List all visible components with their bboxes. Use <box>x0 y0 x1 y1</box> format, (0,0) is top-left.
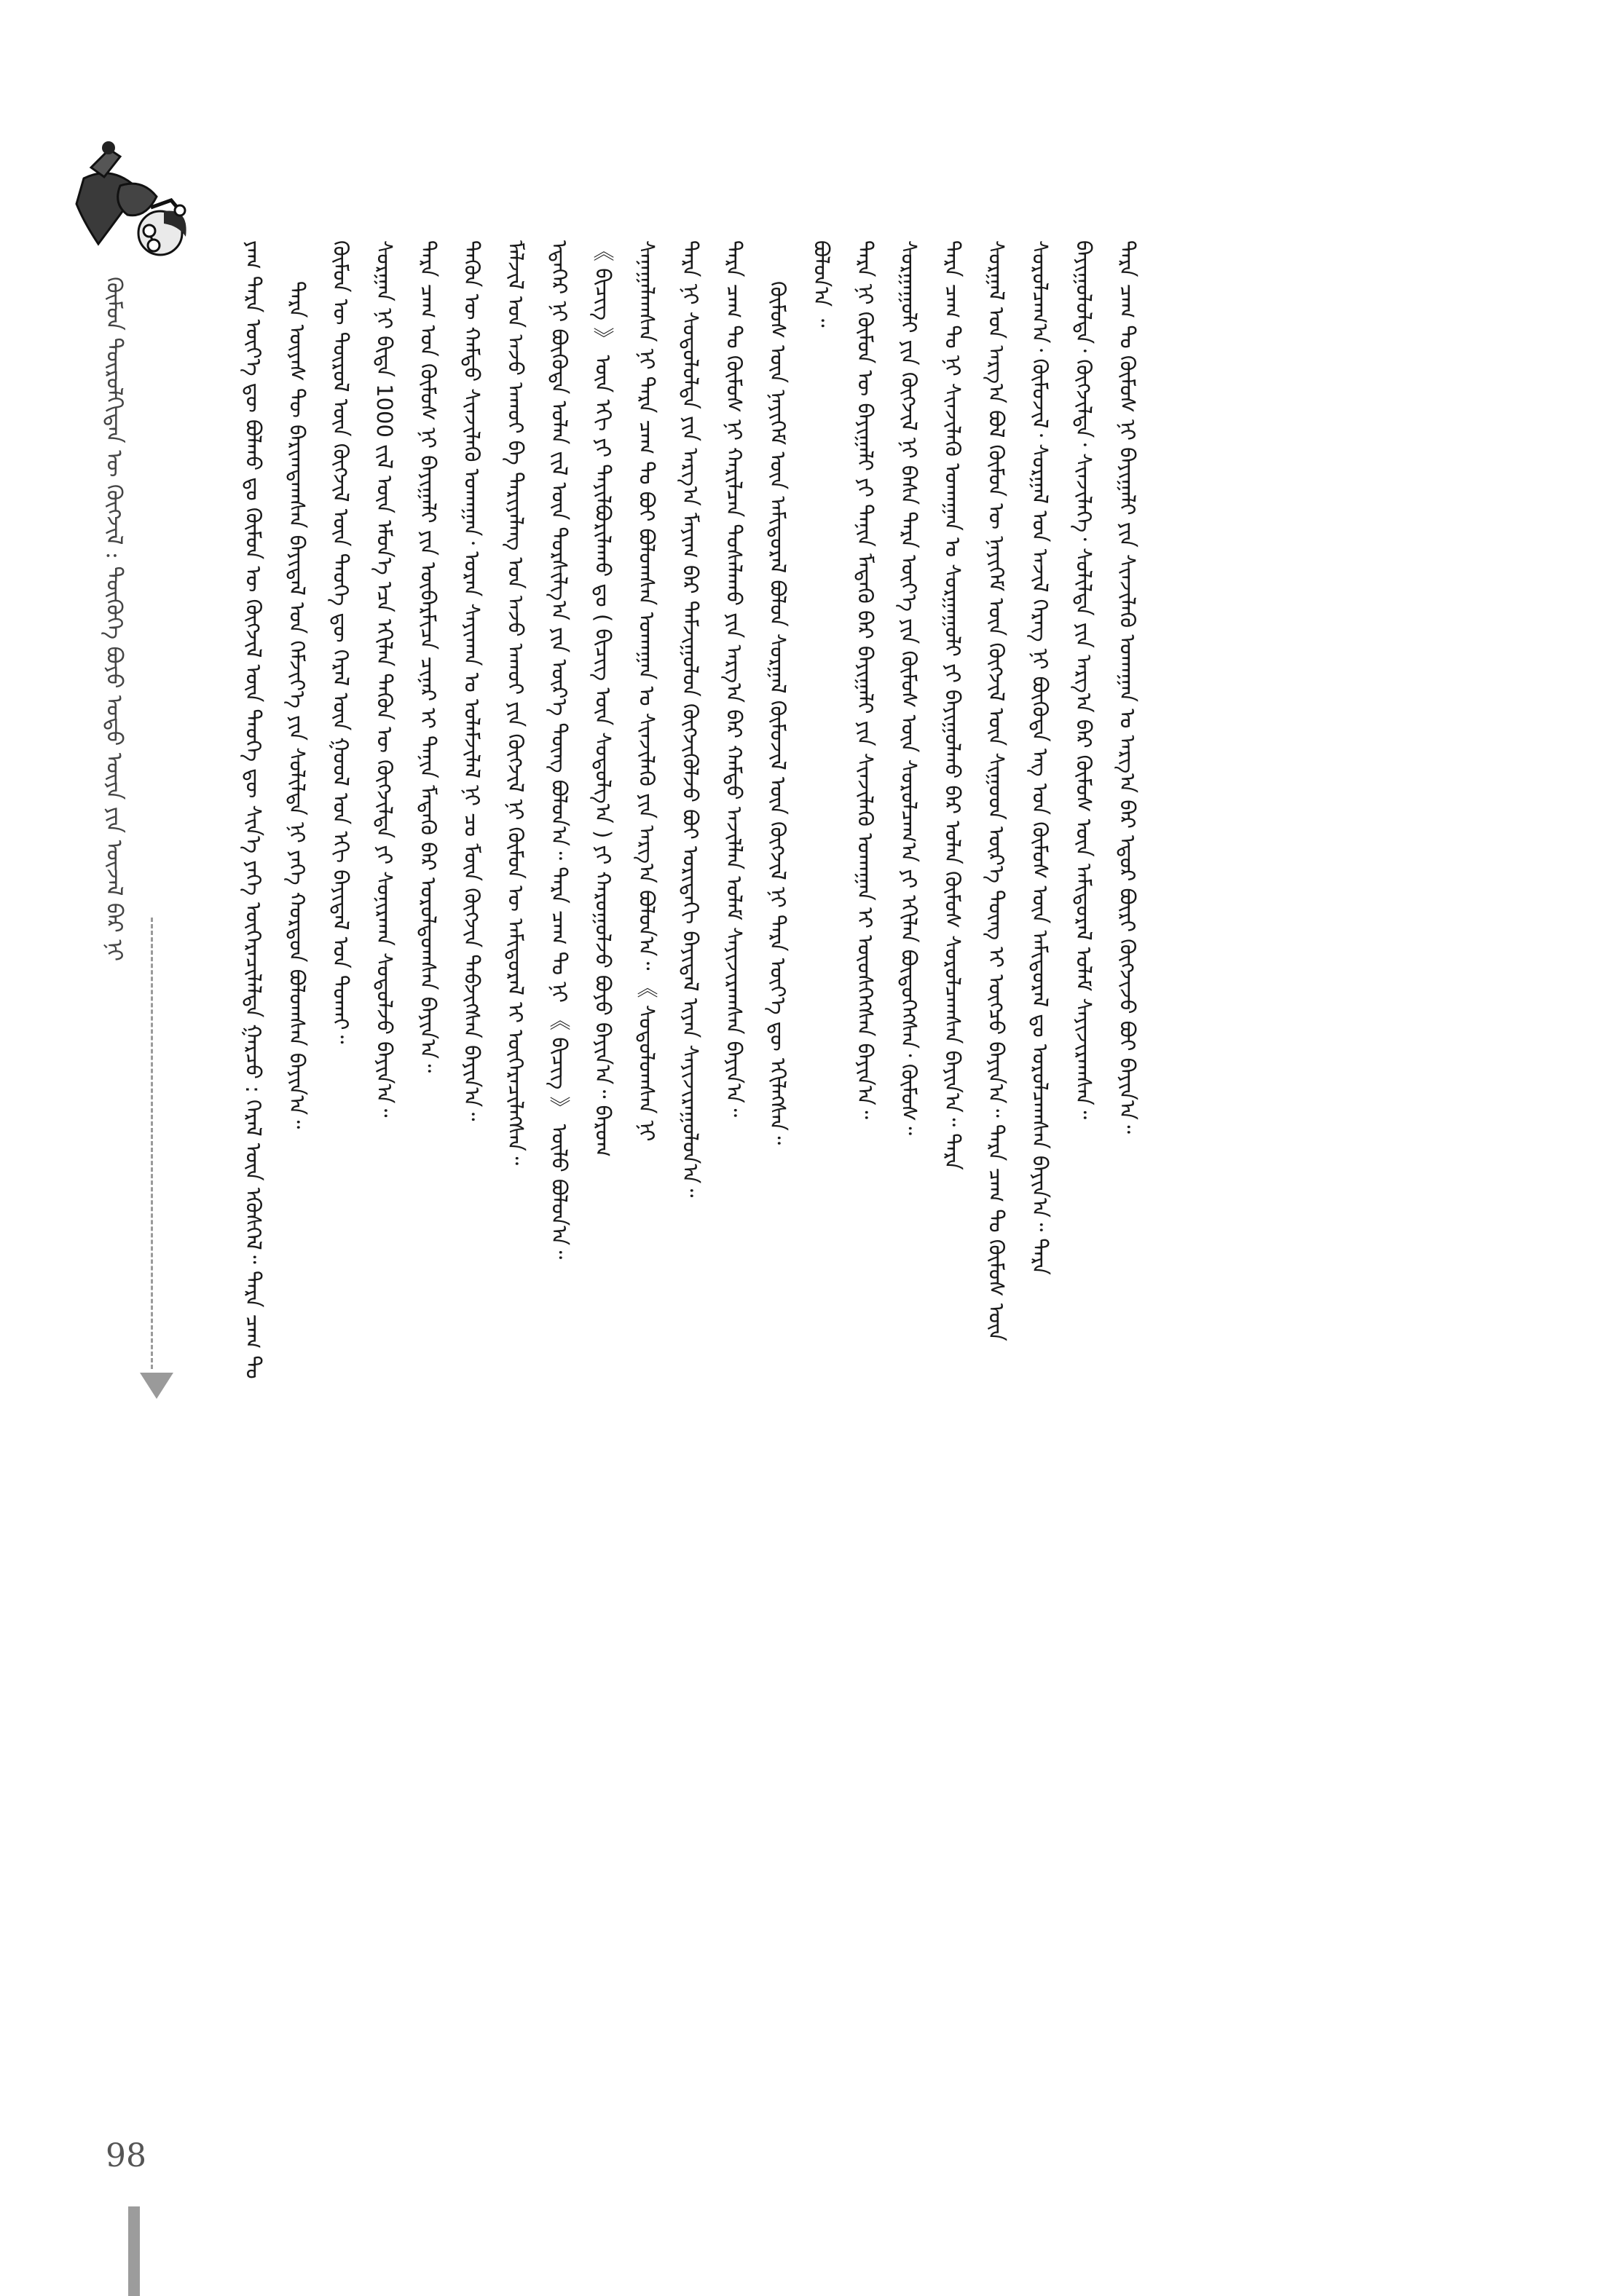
text-column: ᠲᠡᠷᠡ ᠨᠢ ᠰᠤᠳᠤᠯᠤᠯᠲᠠ ᠶᠢᠨ ᠠᠷᠭ᠎ᠠ ᠮᠠᠶᠢᠭ ᠪᠠᠷ ᠳᠠᠮᠵᠢᠭᠤᠯᠤᠨ ᠬᠥᠭᠵᠢᠭᠦᠯᠵᠦ ᠪᠤᠢ ᠤᠷᠢᠳᠠᠬᠢ ᠪᠠᠶᠢᠳᠠᠯ ᠢᠶᠠᠨ ᠰᠠᠶᠢᠵᠢᠷᠠᠭᠤᠯᠤᠨ᠎ᠠ᠃ <box>678 240 703 1198</box>
side-tab-marker <box>128 2206 140 2296</box>
text-column: ᠲᠡᠷᠡ ᠴᠠᠭ ᠲᠤ ᠨᠢ ᠰᠢᠨᠵᠢᠯᠡᠬᠦ ᠤᠬᠠᠭᠠᠨ ᠤ ᠰᠤᠷᠭᠠᠭᠤᠯᠢ ᠶᠢ ᠪᠠᠶᠢᠭᠤᠯᠬᠤ ᠪᠠᠷ ᠣᠯᠠᠨ ᠬᠦᠮᠦᠰ ᠰᠤᠷᠤᠯᠴᠠᠭᠰᠠᠨ ᠪᠠᠶᠢᠨ᠎ᠠ᠃ ᠲᠡᠷᠡ <box>940 240 965 1170</box>
text-column: ᠪᠣᠯᠤᠨ᠎ᠠ ᠃ <box>809 240 834 328</box>
triangle-arrow-icon <box>140 1373 173 1399</box>
text-column: ᠬᠦᠮᠦᠨ ᠦ ᠲᠥᠷᠦᠯ ᠦᠨ ᠬᠥᠭᠵᠢᠯ ᠦᠨ ᠲᠡᠦᠬᠡ ᠳᠦ ᠭᠡᠷᠡᠯ ᠦᠨ ᠭᠣᠤᠯ ᠤᠨ ᠡᠬᠢ ᠪᠠᠶᠢᠳᠠᠯ ᠤᠨ ᠲᠤᠬᠠᠢ᠃ <box>328 240 353 1044</box>
text-column: ᠮᠠᠯᠵᠢᠯ ᠤᠨ ᠠᠵᠤ ᠠᠬᠤᠢ ᠪᠠ ᠲᠠᠷᠢᠶᠠᠯᠠᠩ ᠤᠨ ᠠᠵᠤ ᠠᠬᠤᠢ ᠶᠢᠨ ᠬᠥᠭᠵᠢᠯ ᠨᠢ ᠬᠦᠮᠦᠨ ᠦ ᠠᠮᠢᠳᠤᠷᠠᠯ ᠢ ᠥᠭᠡᠷᠡᠴᠢᠯᠡᠭᠰᠡᠨ᠃ <box>503 240 528 1166</box>
text-column: ᠰᠠᠨᠠᠭᠠᠯᠠᠭᠰᠠᠨ ᠨᠢ ᠲᠡᠷᠡ ᠴᠠᠭ ᠲᠤ ᠪᠤᠢ ᠪᠣᠯᠤᠭᠰᠠᠨ ᠤᠬᠠᠭᠠᠨ ᠤ ᠰᠢᠨᠵᠢᠯᠡᠬᠦ ᠶᠢᠨ ᠠᠷᠭ᠎ᠠ ᠪᠣᠯᠤᠨ᠎ᠠ᠃ 《 ᠰᠤᠳᠤᠯᠤᠭᠰᠠᠨ ᠨᠢ <box>634 240 659 1142</box>
text-column: ᠶᠠᠭ ᠲᠡᠷᠡ ᠦᠶ᠎ᠡ ᠳᠦ ᠪᠣᠯᠬᠤ ᠳᠤ ᠬᠦᠮᠦᠨ ᠦ ᠬᠥᠭᠵᠢᠯ ᠦᠨ ᠲᠡᠦᠬᠡ ᠳᠦ ᠰᠢᠨ᠎ᠡ ᠶᠡᠬᠡ ᠥᠭᠡᠷᠡᠴᠢᠯᠡᠯᠲᠡ ᠭᠠᠷᠴᠤ : ᠭᠡᠷᠡᠯ ᠦᠨ ᠡᠭᠦᠰᠬᠡᠯ᠃ ᠲᠡᠷᠡ ᠴᠠᠭ ᠲᠤ <box>241 240 266 1379</box>
text-column: ᠪᠠᠶᠢᠭᠤᠯᠤᠯᠲᠠ᠂ ᠬᠥᠭᠵᠢᠯᠲᠡ᠂ ᠰᠢᠨᠵᠢᠯᠡᠭᠡ᠂ ᠰᠣᠯᠢᠯᠲᠠ ᠶᠢᠨ ᠠᠷᠭ᠎ᠠ ᠪᠠᠷ ᠬᠦᠮᠦᠰ ᠦᠨ ᠠᠮᠢᠳᠤᠷᠠᠯ ᠤᠯᠠᠮ ᠰᠠᠶᠢᠵᠢᠷᠠᠭᠰᠠᠨ᠃ <box>1071 240 1096 1120</box>
text-column: ᠰᠤᠷᠭᠠᠭᠤᠯᠢ ᠶᠢᠨ ᠬᠥᠭᠵᠢᠯ ᠨᠢ ᠪᠠᠰᠠ ᠲᠡᠷᠡ ᠦᠶ᠎ᠡ ᠶᠢᠨ ᠬᠦᠮᠦᠰ ᠦᠨ ᠰᠤᠷᠤᠯᠴᠠᠭ᠎ᠠ ᠶᠢ ᠡᠬᠢᠯᠡᠨ ᠪᠦᠲᠦᠭᠡᠭᠰᠡᠨ᠂ ᠬᠦᠮᠦᠰ᠃ <box>897 240 921 1135</box>
text-column: ᠡᠳᠡᠭᠡᠷ ᠨᠢ ᠪᠦᠭᠦᠳᠡ ᠣᠯᠠᠨ ᠵᠢᠯ ᠦᠨ ᠲᠤᠷᠰᠢᠯᠭ᠎ᠠ ᠶᠢᠨ ᠦᠷ᠎ᠡ ᠳᠦᠩ ᠪᠣᠯᠤᠨ᠎ᠠ᠃ ᠲᠡᠷᠡ ᠴᠠᠭ ᠲᠤ ᠨᠢ 《 ᠪᠢᠴᠢᠭ 》 ᠦᠯᠦ ᠪᠣᠯᠤᠨ᠎ᠠ᠃ <box>547 240 572 1260</box>
header-dashed-rule <box>151 918 153 1369</box>
text-column: ᠰᠤᠷᠭᠠᠨ ᠨᠢ ᠪᠢᠳᠡ 1000 ᠵᠢᠯ ᠦᠨ ᠡᠮᠦᠨ᠎ᠡ ᠡᠴᠡ ᠡᠬᠢᠯᠡᠨ ᠲᠡᠭᠦᠨ ᠦ ᠬᠥᠭᠵᠢᠯᠲᠡ ᠶᠢ ᠰᠣᠨᠢᠷᠬᠠᠨ ᠰᠤᠳᠤᠯᠵᠤ ᠪᠠᠶᠢᠨ᠎ᠠ᠃ <box>372 240 397 1118</box>
text-column: ᠲᠡᠷᠡ ᠴᠠᠭ ᠲᠤ ᠬᠦᠮᠦᠰ ᠨᠢ ᠬᠠᠷᠢᠯᠴᠠᠨ ᠲᠤᠰᠠᠯᠠᠬᠤ ᠶᠢᠨ ᠠᠷᠭ᠎ᠠ ᠪᠠᠷ ᠬᠠᠮᠲᠤ ᠠᠵᠢᠯᠯᠠᠨ ᠤᠯᠠᠮ ᠰᠠᠶᠢᠵᠢᠷᠠᠭᠰᠠᠨ ᠪᠠᠶᠢᠨ᠎ᠠ᠃ <box>722 240 747 1118</box>
text-column: ᠲᠡᠷᠡ ᠦᠶᠡᠰ ᠲᠦ ᠪᠠᠷᠢᠭᠳᠠᠭᠰᠠᠨ ᠪᠠᠶᠢᠳᠠᠯ ᠤᠨ ᠬᠡᠮᠵᠢᠶ᠎ᠡ ᠶᠢᠨ ᠰᠣᠯᠢᠯᠲᠠ ᠨᠢ ᠶᠡᠬᠡ ᠬᠤᠷᠳᠤᠨ ᠪᠣᠯᠤᠭᠰᠠᠨ ᠪᠠᠶᠢᠨ᠎ᠠ᠃ <box>285 281 310 1129</box>
page-number: 98 <box>106 2137 146 2174</box>
running-header-title: ᠬᠦᠮᠦᠨ ᠲᠥᠷᠦᠯᠬᠢᠲᠡᠨ ᠦ ᠬᠥᠭᠵᠢᠯ : ᠲᠦᠭᠦᠬᠡ ᠪᠤᠶᠤ ᠣᠳᠣ ᠦᠶᠡ ᠶᠢᠨ ᠦᠵᠡᠯ ᠪᠠᠷ ᠨᠢ <box>101 277 127 962</box>
mascot-illustration <box>69 135 208 273</box>
text-column: ᠲᠡᠷᠡ ᠨᠢ ᠬᠦᠮᠦᠨ ᠦ ᠪᠠᠶᠢᠭᠠᠯᠢ ᠶᠢ ᠲᠠᠨᠢᠨ ᠮᠡᠳᠡᠬᠦ ᠪᠡᠷ ᠪᠠᠶᠢᠭᠠᠯᠢ ᠶᠢᠨ ᠰᠢᠨᠵᠢᠯᠡᠬᠦ ᠤᠬᠠᠭᠠᠨ ᠢ ᠦᠦᠰᠬᠡᠭᠰᠡᠨ ᠪᠠᠶᠢᠨ᠎ᠠ᠃ <box>853 240 878 1119</box>
text-column: ᠰᠤᠷᠤᠯᠴᠠᠭ᠎ᠠ᠂ ᠬᠥᠮᠦᠵᠢᠯ᠂ ᠰᠤᠷᠭᠠᠯ ᠤᠨ ᠠᠵᠢᠯ ᠬᠡᠷᠡᠭ ᠨᠢ ᠪᠦᠭᠦᠳᠡ ᠡᠩ ᠤᠨ ᠬᠦᠮᠦᠰ ᠦᠨ ᠠᠮᠢᠳᠤᠷᠠᠯ ᠳᠤ ᠣᠷᠣᠯᠴᠠᠭᠰᠠᠨ ᠪᠠᠶᠢᠨ᠎ᠠ᠃ ᠲᠡᠷᠡ <box>1028 240 1053 1275</box>
text-column: ᠲᠡᠭᠦᠨ ᠦ ᠬᠠᠮᠲᠤ ᠰᠢᠨᠵᠢᠯᠡᠬᠦ ᠤᠬᠠᠭᠠᠨ᠂ ᠤᠷᠠᠨ ᠰᠠᠶᠢᠬᠠᠨ ᠤ ᠤᠯᠠᠮᠵᠢᠯᠠᠯ ᠨᠢ ᠴᠤ ᠮᠥᠨ ᠬᠥᠭᠵᠢᠨ ᠳᠡᠪᠵᠢᠭᠰᠡᠨ ᠪᠠᠶᠢᠨ᠎ᠠ᠃ <box>460 240 484 1121</box>
text-column: ᠲᠡᠷᠡ ᠴᠠᠭ ᠤᠨ ᠬᠦᠮᠦᠰ ᠨᠢ ᠪᠠᠶᠢᠭᠠᠯᠢ ᠶᠢᠨ ᠥᠪᠡᠷᠮᠢᠴᠡ ᠴᠢᠨᠠᠷ ᠢ ᠲᠠᠨᠢᠨ ᠮᠡᠳᠡᠬᠦ ᠪᠡᠷ ᠣᠷᠣᠯᠳᠤᠭᠰᠠᠨ ᠪᠠᠶᠢᠨ᠎ᠠ᠃ <box>416 240 441 1073</box>
body-text <box>232 240 1550 2163</box>
text-column: ᠬᠦᠮᠦᠰ ᠦᠨ ᠨᠡᠶᠢᠭᠡᠮ ᠦᠨ ᠠᠮᠢᠳᠤᠷᠠᠯ ᠪᠣᠯᠤᠨ ᠰᠤᠷᠭᠠᠯ ᠬᠥᠮᠦᠵᠢᠯ ᠦᠨ ᠬᠥᠭᠵᠢᠯ ᠨᠢ ᠲᠡᠷᠡ ᠦᠶ᠎ᠡ ᠳᠦ ᠡᠬᠢᠯᠡᠭᠰᠡᠨ᠃ <box>766 281 790 1145</box>
text-column: ᠰᠤᠷᠭᠠᠯ ᠤᠨ ᠠᠷᠭ᠎ᠠ ᠪᠣᠯ ᠬᠦᠮᠦᠨ ᠦ ᠨᠡᠶᠢᠭᠡᠮ ᠦᠨ ᠬᠥᠭᠵᠢᠯ ᠦᠨ ᠰᠢᠭᠤᠳ ᠦᠷ᠎ᠡ ᠳᠦᠩ ᠢ ᠥᠭᠴᠦ ᠪᠠᠶᠢᠨ᠎ᠠ᠃ ᠲᠡᠷᠡ ᠴᠠᠭ ᠲᠤ ᠬᠦᠮᠦᠰ ᠦᠨ <box>984 240 1009 1341</box>
text-column: 《 ᠪᠢᠴᠢᠭ 》 ᠦᠨ ᠡᠬᠢ ᠶᠢ ᠲᠠᠶᠢᠯᠪᠤᠷᠢᠯᠠᠬᠤ ᠳᠤ ( ᠪᠢᠴᠢᠭ ᠦᠨ ᠰᠤᠳᠤᠯᠭ᠎ᠠ ) ᠶᠢ ᠬᠠᠷᠤᠭᠤᠯᠵᠤ ᠪᠤᠶᠤ ᠪᠠᠶᠢᠨ᠎ᠠ᠃ ᠪᠠᠷᠤᠭ <box>591 240 615 1157</box>
text-column: ᠲᠡᠷᠡ ᠴᠠᠭ ᠲᠤ ᠬᠦᠮᠦᠰ ᠨᠢ ᠪᠠᠶᠢᠭᠠᠯᠢ ᠶᠢᠨ ᠰᠢᠨᠵᠢᠯᠡᠬᠦ ᠤᠬᠠᠭᠠᠨ ᠤ ᠠᠷᠭ᠎ᠠ ᠪᠠᠷ ᠡᠳᠦᠷ ᠪᠦᠷᠢ ᠬᠥᠭᠵᠢᠵᠦ ᠪᠤᠢ ᠪᠠᠶᠢᠨ᠎ᠠ᠃ <box>1115 240 1140 1134</box>
